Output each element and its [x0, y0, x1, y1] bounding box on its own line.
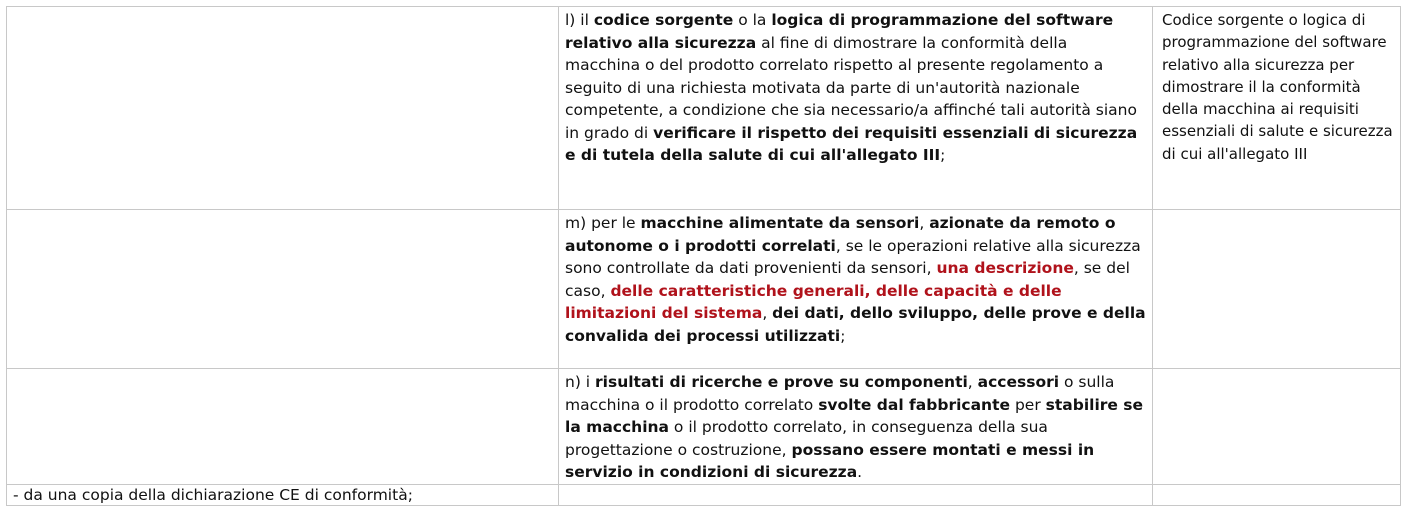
text-run: ;: [940, 146, 946, 164]
text-run: o il prodotto correlato, in conseguenza della sua progettazione o costruzione,: [565, 418, 1048, 459]
text-run: o la: [733, 11, 772, 29]
text-run: ,: [967, 373, 978, 391]
left-cell: - da una copia della dichiarazione CE di conformità;: [7, 484, 559, 505]
text-run: stabilire se la macchina: [565, 395, 1144, 436]
text-run: ,: [762, 304, 773, 322]
middle-cell: [559, 210, 1153, 369]
text-run: possano essere montati e messi in servizio in condizioni di sicurezza: [565, 440, 1095, 481]
table-row: [7, 484, 1401, 505]
text-run: l) il: [565, 11, 594, 29]
text-run: , se le operazioni relative alla sicurezza sono controllate da dati provenienti da sensori,: [565, 236, 1141, 277]
right-cell: [1153, 369, 1401, 485]
middle-cell: [559, 369, 1153, 485]
right-cell: Codice sorgente o logica di programmazione del software relativo alla sicurezza per dimostrare il la conformità della macchina ai requisiti essenziali di salute e sicurezza di cui all'allegato III: [1153, 7, 1401, 210]
text-run: ;: [840, 326, 846, 345]
left-cell: [7, 7, 559, 210]
left-cell: [7, 210, 559, 369]
table-row: [7, 210, 1401, 369]
text-run: verificare il rispetto dei requisiti essenziali di sicurezza e di tutela della salute di cui all'allegato III: [565, 123, 1138, 164]
text-run: per: [1010, 395, 1046, 414]
text-run: logica di programmazione del software relativo alla sicurezza: [565, 11, 1114, 52]
text-run: .: [857, 463, 863, 481]
left-cell: [7, 369, 559, 485]
text-run: macchine alimentate da sensori: [640, 214, 920, 232]
text-run: o sulla macchina o il prodotto correlato: [565, 373, 1115, 414]
text-run: delle caratteristiche generali, delle capacità e delle limitazioni del sistema: [565, 281, 1062, 322]
table-row: [7, 369, 1401, 485]
text-run: ,: [919, 214, 930, 232]
table-row: [7, 7, 1401, 210]
text-run: al fine di dimostrare la conformità della macchina o del prodotto correlato rispetto al presente regolamento a seguito di una richiesta motivata da parte di un'autorità nazionale competente, a condizione che sia necessario/a affinché tali autorità siano in grado di: [565, 33, 1137, 142]
middle-cell: [559, 7, 1153, 210]
text-run: n) i: [565, 373, 596, 391]
text-run: dei dati, dello sviluppo, delle prove e della convalida dei processi utilizzati: [565, 304, 1146, 345]
right-cell: [1153, 484, 1401, 505]
right-cell: [1153, 210, 1401, 369]
text-run: codice sorgente: [593, 11, 734, 29]
text-run: risultati di ricerche e prove su componenti: [595, 373, 968, 391]
text-run: azionate da remoto o autonome o i prodotti correlati: [565, 214, 1116, 255]
text-run: m) per le: [565, 214, 641, 232]
comparison-table: [6, 6, 1401, 506]
text-run: accessori: [977, 373, 1060, 391]
text-run: una descrizione: [936, 259, 1074, 277]
middle-cell: [559, 484, 1153, 505]
text-run: , se del caso,: [565, 259, 1130, 300]
text-run: svolte dal fabbricante: [818, 395, 1011, 414]
